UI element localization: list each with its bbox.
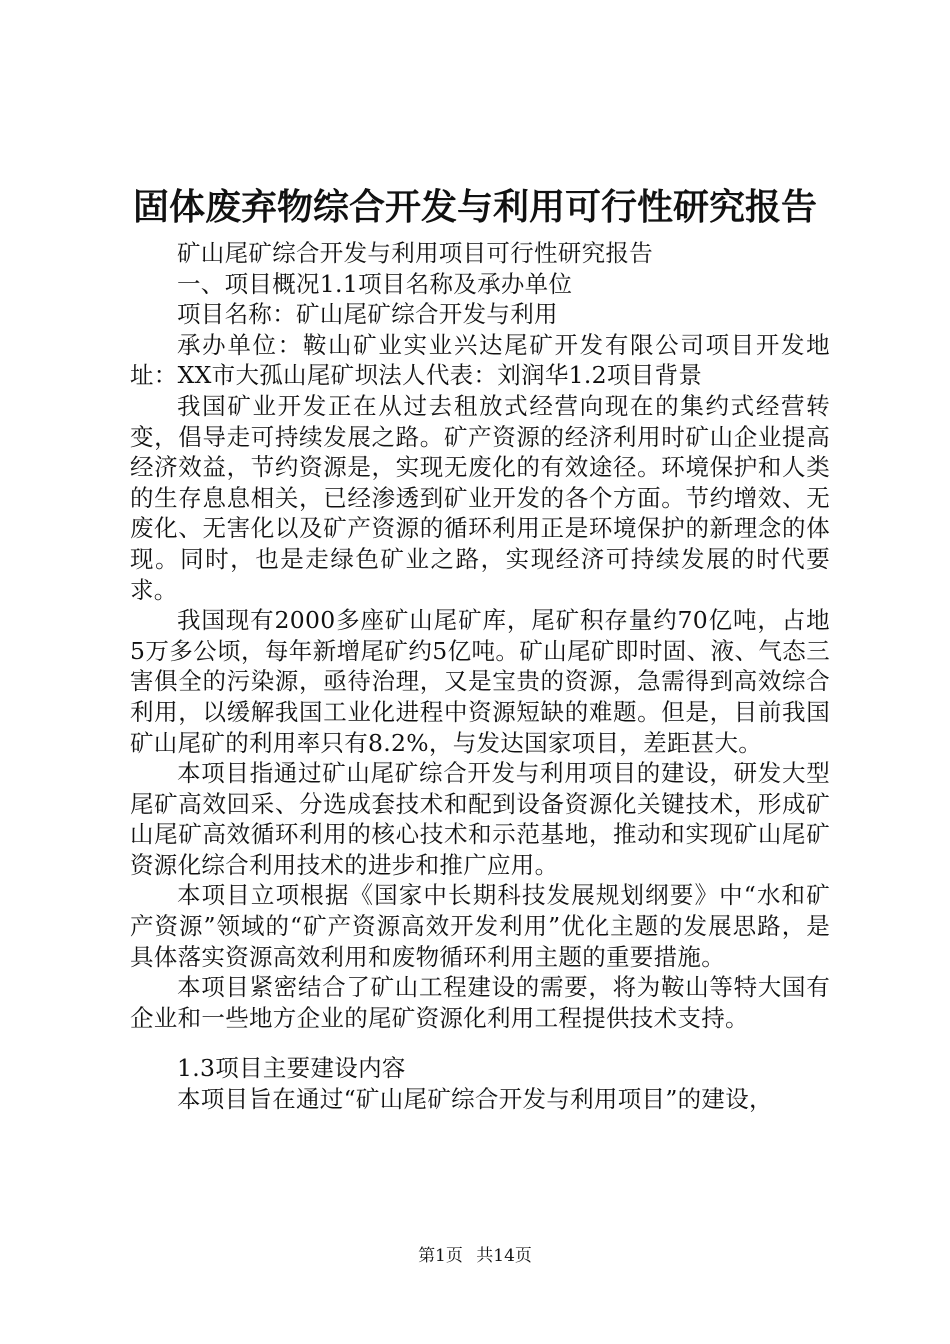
document-body — [130, 238, 830, 1115]
paragraph-subtitle: 矿山尾矿综合开发与利用项目可行性研究报告 — [177, 239, 653, 267]
paragraph-background-2: 我国现有2000多座矿山尾矿库，尾矿积存量约70亿吨，占地5万多公顷，每年新增尾矿约5亿吨。矿山尾矿即时固、液、气态三害俱全的污染源，亟待治理，又是宝贵的资源，急需得到高效综合利用，以缓解我国工业化进程中资源短缺的难题。但是，目前我国矿山尾矿的利用率只有8.2%，与发达国家项目，差距甚大。 — [130, 606, 830, 757]
paragraph-background-5: 本项目紧密结合了矿山工程建设的需要，将为鞍山等特大国有企业和一些地方企业的尾矿资源化利用工程提供技术支持。 — [130, 973, 830, 1032]
paragraph-section-1-3: 1.3项目主要建设内容 — [177, 1054, 406, 1083]
paragraph-section-heading: 一、项目概况1.1项目名称及承办单位 — [177, 269, 573, 298]
paragraph-organizer: 承办单位：鞍山矿业实业兴达尾矿开发有限公司项目开发地址：XX市大孤山尾矿坝法人代表：刘润华1.2项目背景 — [130, 330, 830, 390]
page-footer — [0, 1244, 950, 1268]
paragraph-background-4: 本项目立项根据《国家中长期科技发展规划纲要》中“水和矿产资源”领域的“矿产资源高效开发利用”优化主题的发展思路，是具体落实资源高效利用和废物循环利用主题的重要措施。 — [130, 881, 830, 971]
paragraph-project-name: 项目名称：矿山尾矿综合开发与利用 — [177, 300, 558, 329]
paragraph-spacer — [130, 1033, 830, 1053]
page-total: 共14页 — [476, 1246, 532, 1266]
paragraph-construction: 本项目旨在通过“矿山尾矿综合开发与利用项目”的建设， — [177, 1085, 773, 1114]
paragraph-background-3: 本项目指通过矿山尾矿综合开发与利用项目的建设，研发大型尾矿高效回采、分选成套技术和配到设备资源化关键技术，形成矿山尾矿高效循环利用的核心技术和示范基地，推动和实现矿山尾矿资源化综合利用技术的进步和推广应用。 — [130, 759, 830, 879]
page-number: 第1页 — [418, 1246, 463, 1266]
document-title: 固体废弃物综合开发与利用可行性研究报告 — [132, 187, 817, 228]
paragraph-background-1: 我国矿业开发正在从过去租放式经营向现在的集约式经营转变，倡导走可持续发展之路。矿产资源的经济利用时矿山企业提高经济效益，节约资源是，实现无废化的有效途径。环境保护和人类的生存息息相关，已经渗透到矿业开发的各个方面。节约增效、无废化、无害化以及矿产资源的循环利用正是环境保护的新理念的体现。同时，也是走绿色矿业之路，实现经济可持续发展的时代要求。 — [130, 391, 830, 604]
